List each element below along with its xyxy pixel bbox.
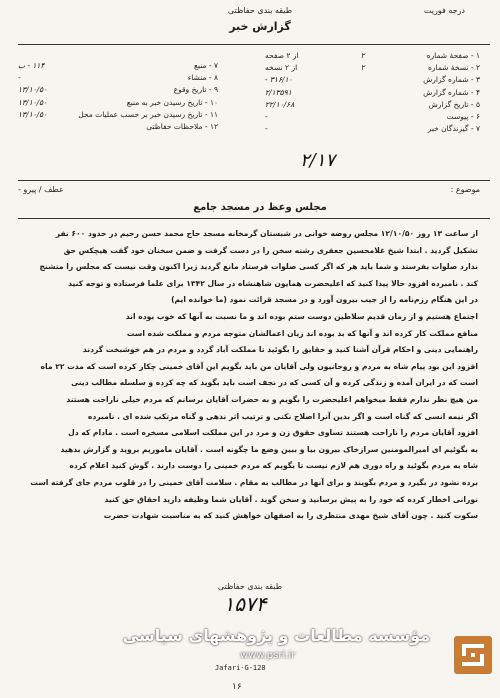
body-line: نورانی اخطار کرده که خود را به پیش برسانید و سخن گوید . آقایان شما وظیفه دارید احقاق حق کنید [104, 494, 478, 504]
field-row: ۱۱ - تاریخ رسیدن خبر بر حسب عملیات محل ۱۳/۱۰/۵۰ [18, 109, 218, 119]
field-row: ۱۰ - تاریخ رسیدن خبر به منبع ۱۳/۱۰/۵۰ [18, 97, 218, 107]
field-row: ۷ - گیرندگان خبر - [265, 124, 480, 134]
fields-divider [18, 180, 490, 181]
field-row: ۸ - منشاء - [18, 73, 218, 83]
field-row: ۴ - شماره گزارش ۲/۱۳۵۹۱ [265, 87, 480, 97]
body-line: افزود این بود پیام شاه به مردم و روحانیون ولی آقایان من باید بگویم این آقای خمینی چکار کرده است که مدت ۲۲ ماه [40, 361, 478, 371]
body-line: شاه به مردم بگوئید و راه دوری هم لازم نیست تا بگویم که مردم خمینی را دوست دارند . گوش کنید اعلام کرده [69, 461, 478, 471]
document-code: Jafari-G-128 [215, 664, 266, 672]
institute-logo-icon [454, 636, 492, 674]
subject-divider [18, 218, 490, 219]
field-row: ۶ - پیوست - [265, 112, 480, 122]
institute-url: www.psri.ir [240, 650, 296, 661]
subject-row [18, 185, 480, 194]
body-line: تشکیل گردید . ابتدا شیخ غلامحسین جعفری رشته سخن را در دست گرفت و ضمن سخنان خود گفت هیچکس حق [63, 245, 478, 255]
classification-top: طبقه بندی حفاظتی [227, 6, 293, 15]
body-line: راهنمایی دینی و احکام قرآن آشنا کنید و حقایق را بگوئید تا مملکت آباد گردد و مردم در هم خوشبخت گردند [82, 345, 478, 355]
body-line: برده نشود در بگیرد و مردم بگویند و برای آنها در مطالب به مقام . سلامت آقای خمینی را در قلوب مردم جای گرفته است [30, 477, 478, 487]
subject-title: مجلس وعظ در مسجد جامع [193, 202, 327, 213]
field-row: ۵ - تاریخ گزارش ۲۲/۱۰/۶۸ [265, 99, 480, 109]
handwritten-number: ۱۵۷۴ [223, 592, 267, 616]
fields-left [18, 60, 218, 133]
body-line: است که در ایران آمده و زندگی کرده و آن کسی که در نجف است باید بگوید که چه کرده و سلسله مطالب دینی [71, 378, 478, 388]
report-body [22, 226, 478, 525]
field-row: ۱۲ - ملاحظات حفاظتی [146, 122, 218, 132]
handwritten-mark: ۲/۱۷ [300, 150, 336, 171]
subject-label: موضوع : [450, 185, 480, 194]
field-row: ۳ - شماره گزارش ۳۱۶/۱۰ - [265, 75, 480, 85]
page-number: ۱۶ [232, 682, 242, 692]
body-line: اگر نیمه انسی که گناه است و اگر بدین آنرا اصلاح نکنی و ترتیب اثر ندهی و گناه مرتکب شده ای . نامبرده [87, 411, 478, 421]
body-line: در این هنگام رزم‌نامه را از جیب بیرون آورد و در مسجد قرائت نمود (ما خوانده ایم) [171, 295, 478, 305]
archive-footer [0, 626, 500, 698]
body-line: سکوت کنید . چون آقای شیخ مهدی منتظری را به اصفهان خواهش کنید که به مناسبت شهادت حضرت [103, 511, 478, 521]
reference-label: عطف / پیرو - [18, 185, 64, 194]
body-line: کند . نامبرده افزود حالا پیدا کنید که اعلیحضرت همایون شاهنشاه در سال ۱۳۴۲ برای علما فرستاده و توجه کنید [68, 278, 478, 288]
fields-right [265, 50, 480, 135]
header-divider [18, 44, 490, 45]
field-row: ۹ - تاریخ وقوع ۱۳/۱۰/۵۰ [18, 85, 218, 95]
field-row: ۱ - صفحهٔ شماره ۲ از ۲ صفحه [265, 51, 480, 60]
body-line: منافع مملکت کار کرده اند و آنها که بد بوده اند زیان اعمالشان متوجه مردم و مملکت شده است [126, 328, 478, 338]
institute-name: مؤسسه مطالعات و پژوهشهای سیاسی [122, 626, 430, 645]
body-line: ندارد صلوات بفرستد و شما باید هر که اگر کسی صلوات فرستاد مانع گردید زیرا اکنون وقت نیست که مجلس را متشنج [39, 262, 478, 272]
field-row: ۷ - منبع ۱۱۴ - ب [18, 61, 218, 70]
report-title: گزارش خبر [229, 20, 291, 33]
body-line: افزود آقایان مردم را ناراحت هستند تساوی حقوق زن و مرد در این مملکت اسلامی مسخره است . مادام که دل [68, 428, 478, 438]
body-line: اجتماع هستیم و از زمان قدیم سلاطین دوست ستم بوده اند و ما نسبت به آنها که خوب بوده اند [125, 311, 478, 321]
body-line: من هیچ نظر ندارم فقط میخواهم اعلیحضرت را بگویم و به حضرات آقایان برسانم که مردم خیلی ناراحت هستند [66, 394, 478, 404]
priority-label: درجه فوریت [423, 6, 465, 15]
body-line: به بگوئیم ای امیرالمومنین سرازخاک بیرون بیا و ببین وضع ما چگونه است . آقایان ماموریم بروید و گزارش بدهید [60, 444, 478, 454]
body-line: از ساعت ۱۳ روز ۱۲/۱۰/۵۰ مجلس روضه خوانی در شبستان گرمخانه مسجد حاج محمد حسن رحیم در حدود ۶۰۰ نفر [55, 229, 478, 238]
field-row: ۲ - نسخهٔ شماره ۲ از ۲ نسخه [265, 63, 480, 73]
classification-bottom: طبقه بندی حفاظتی [217, 582, 283, 591]
